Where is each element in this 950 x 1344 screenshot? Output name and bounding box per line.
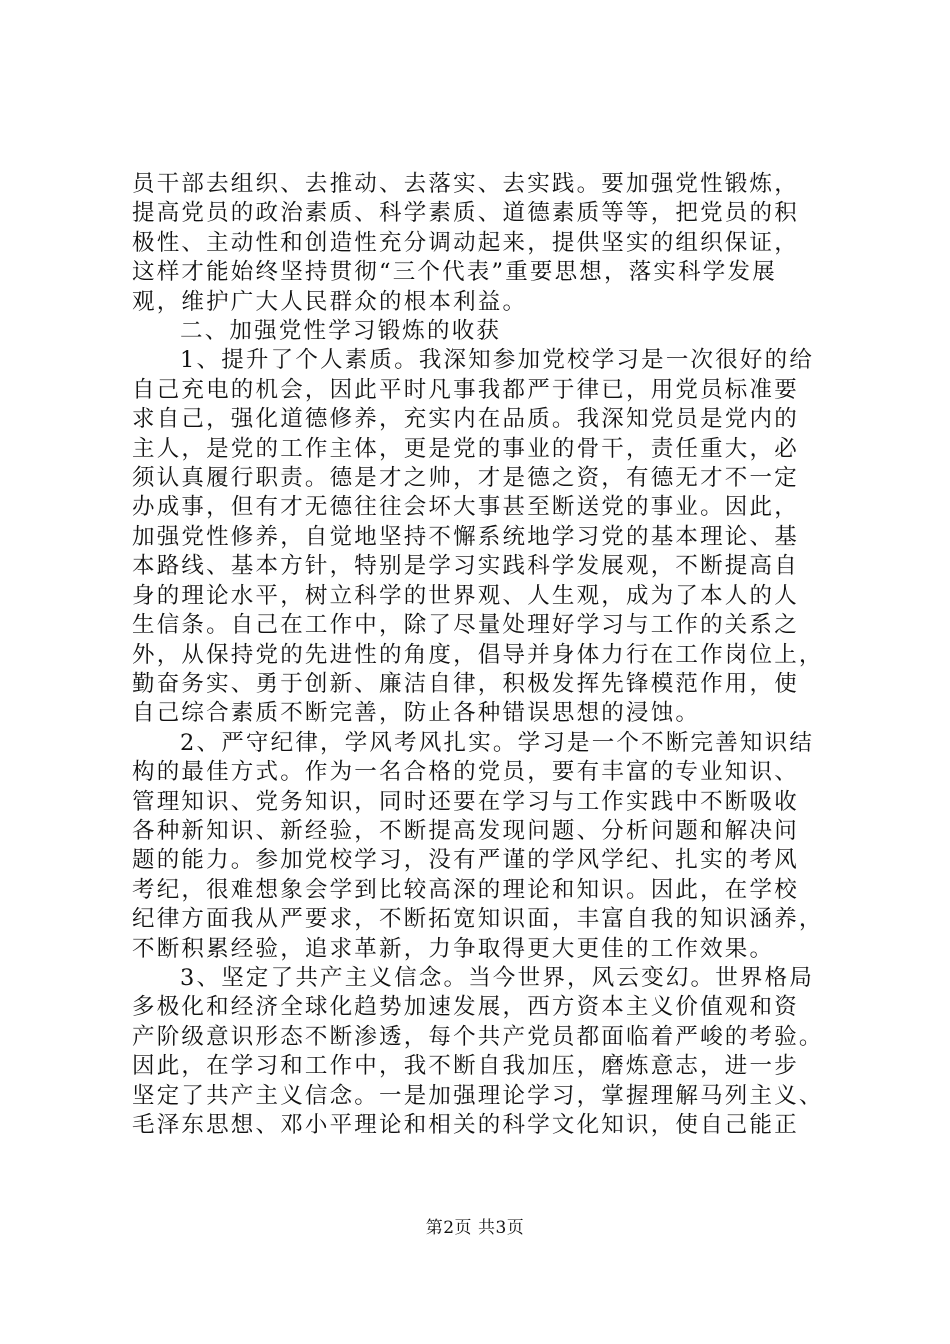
text-line: 极性、主动性和创造性充分调动起来，提供坚实的组织保证， — [132, 229, 799, 256]
text-line: 毛泽东思想、邓小平理论和相关的科学文化知识，使自己能正 — [132, 1112, 799, 1138]
text-line: 外，从保持党的先进性的角度，倡导并身体力行在工作岗位上， — [132, 641, 824, 668]
text-line: 3、坚定了共产主义信念。当今世界，风云变幻。世界格局 — [180, 964, 815, 991]
page-footer: 第2页 共3页 — [425, 1218, 525, 1238]
text-line: 管理知识、党务知识，同时还要在学习与工作实践中不断吸收 — [132, 788, 799, 815]
document-body — [132, 170, 832, 1140]
text-line: 观，维护广大人民群众的根本利益。 — [132, 288, 528, 315]
text-line: 须认真履行职责。德是才之帅，才是德之资，有德无才不一定 — [132, 465, 799, 492]
text-line: 勤奋务实、勇于创新、廉洁自律，积极发挥先锋模范作用，使 — [132, 670, 799, 697]
text-line: 本路线、基本方针，特别是学习实践科学发展观，不断提高自 — [132, 553, 799, 580]
text-line: 提高党员的政治素质、科学素质、道德素质等等，把党员的积 — [132, 200, 799, 227]
text-line: 不断积累经验，追求革新，力争取得更大更佳的工作效果。 — [132, 935, 775, 962]
text-line: 产阶级意识形态不断渗透，每个共产党员都面临着严峻的考验。 — [132, 1023, 824, 1050]
text-line: 员干部去组织、去推动、去落实、去实践。要加强党性锻炼， — [132, 171, 799, 197]
text-line: 坚定了共产主义信念。一是加强理论学习，掌握理解马列主义、 — [132, 1082, 824, 1109]
text-line: 求自己，强化道德修养，充实内在品质。我深知党员是党内的 — [132, 406, 799, 433]
text-line: 生信条。自己在工作中，除了尽量处理好学习与工作的关系之 — [132, 612, 799, 639]
text-line: 构的最佳方式。作为一名合格的党员，要有丰富的专业知识、 — [132, 759, 799, 786]
text-line: 加强党性修养，自觉地坚持不懈系统地学习党的基本理论、基 — [132, 523, 799, 550]
text-line: 考纪，很难想象会学到比较高深的理论和知识。因此，在学校 — [132, 876, 799, 903]
text-line: 这样才能始终坚持贯彻“三个代表”重要思想，落实科学发展 — [132, 259, 777, 286]
text-line: 自己综合素质不断完善，防止各种错误思想的浸蚀。 — [132, 700, 701, 727]
text-line: 多极化和经济全球化趋势加速发展，西方资本主义价值观和资 — [132, 994, 799, 1021]
text-line: 主人，是党的工作主体，更是党的事业的骨干，责任重大，必 — [132, 435, 799, 462]
text-line: 各种新知识、新经验，不断提高发现问题、分析问题和解决问 — [132, 817, 799, 844]
text-line: 因此，在学习和工作中，我不断自我加压，磨炼意志，进一步 — [132, 1053, 799, 1080]
body-text — [132, 170, 832, 1140]
text-line: 身的理论水平，树立科学的世界观、人生观，成为了本人的人 — [132, 582, 799, 609]
text-line: 办成事，但有才无德往往会坏大事甚至断送党的事业。因此， — [132, 494, 799, 521]
text-line: 1、提升了个人素质。我深知参加党校学习是一次很好的给 — [180, 347, 815, 374]
text-line: 二、加强党性学习锻炼的收获 — [180, 318, 502, 345]
text-line: 纪律方面我从严要求，不断拓宽知识面，丰富自我的知识涵养， — [132, 906, 824, 933]
text-line: 2、严守纪律，学风考风扎实。学习是一个不断完善知识结 — [180, 729, 815, 756]
text-line: 自己充电的机会，因此平时凡事我都严于律已，用党员标准要 — [132, 376, 799, 403]
text-line: 题的能力。参加党校学习，没有严谨的学风学纪、扎实的考风 — [132, 847, 799, 874]
